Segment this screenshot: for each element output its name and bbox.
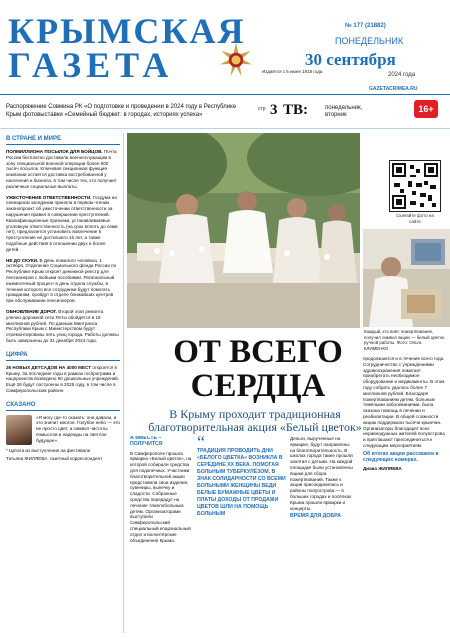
- logo-line1: КРЫМСКАЯ: [8, 11, 246, 51]
- issue-year: 2024 года: [388, 72, 416, 78]
- pull-quote: ТРАДИЦИЯ ПРОВОДИТЬ ДНИ «БЕЛОГО ЦВЕТКА» ВОЗНИКЛА В СЕРЕДИНЕ XX ВЕКА. ПОМОГАЯ БОЛЬНЫМ ТУБЕРКУЛЁЗОМ, В ЗНАК СОЛИДАРНОСТИ СО ВСЕМИ БОЛЬНЫМИ ЖЕНЩИНЫ ВЕДИ БЕЛЫЕ БУМАЖНЫЕ ЦВЕТЫ И ПЛАТЫ ДОХОДЫ ОТ ПРОДАЖИ ЦВЕТОВ ШЛИ НА ПОМОЩЬ БОЛЬНЫМ: [197, 448, 286, 517]
- news-item-head: ПОЛМИЛЛИОНА ПОСЫЛОК ДЛЯ БОЙЦОВ.: [6, 149, 103, 154]
- article-text: В Симферополе прошла ярмарка «Белый цветок», на которой собирали средства для подопечных. Участники благотворительной акции представили свои изделия, сувениры, выпечку и сладости. Собранные средства передадут на лечение тяжелобольным детям. Организаторами выступили Симферопольский специальный епархиальный отдел и волонтёрские объединения Крыма.: [130, 450, 192, 543]
- article-text: продолжаются и в течение всего года. Сотрудничество с учреждениями здравоохранения помогает приобретать необходимое оборудование и медикаменты. В этом году собрать удалось более 7 миллионов рублей. Благодаря пожертвованиям детям, больным тяжёлыми заболеваниями, была оказана помощь в лечении и реабилитации. В общей сложности акцию поддержали тысячи крымчан. Организаторы благодарят всех неравнодушных жителей полуострова и приглашают присоединиться к следующим мероприятиям.: [363, 356, 445, 448]
- news-item-head: НЕ ДО СКУКИ.: [6, 257, 39, 263]
- author-photo: [6, 415, 32, 445]
- weekday: ПОНЕДЕЛЬНИК: [335, 36, 404, 46]
- logo-line2: ГАЗЕТА: [8, 45, 174, 85]
- article-signature: Диана ЖИЛЯЕВА: [363, 466, 402, 472]
- announcement[interactable]: Распоряжение Совмина РК «О подготовке и проведении в 2024 году в Республике Крым фотовыставки «Семейный бюджет: в городах, историях успеха»: [6, 104, 237, 118]
- article-note: Об итогах акции расскажем в следующих номерах.: [363, 450, 439, 463]
- article-column-1: [130, 436, 192, 634]
- order-emblem-icon: [218, 42, 254, 78]
- news-item-head: УЖЕСТОЧЕНИЕ ОТВЕТСТВЕННОСТИ.: [6, 194, 92, 200]
- tv-days: понедельник, вторник: [325, 105, 363, 118]
- article-column-4: [363, 356, 446, 634]
- article-quote-column: [197, 436, 287, 634]
- quote-block: [6, 415, 120, 445]
- masthead: [0, 0, 450, 95]
- said-text: «Я могу где-то сказать: они давали, и это значит многое. Голубое небо — это не просто цвет, а символ чистоты помыслов и надежды на светлое будущее».: [36, 414, 120, 443]
- website-link[interactable]: GAZETACRIMEA.RU: [369, 86, 418, 92]
- news-item[interactable]: [6, 195, 120, 253]
- fair-photo-illustration: [127, 133, 360, 328]
- news-item-text: Госдума на пленарном заседании приняла в первом чтении законопроект об ужесточении ответственности за нарушения правил в совершении преступлений. Квалификационные признаки, устанавливаемые уголовную ответственность (на срок вплоть до семи лет), предлагается установить вовлечение в преступление не достигшего 16 лет, а также подобные действия в отношении двух и более детей.: [6, 194, 118, 252]
- article-column-3: [290, 436, 354, 634]
- news-item-text: В День пожилого человека, 1 октября, Отделение Социального фонда России по Республике Крым откроет денежной реестр для пенсионеров с любыми пособиями. Региональный ежемесячный процент в день отдела службы, в течение которого все сотрудники будут помогать гражданам, пройдут в отделе ближайших центров при обслуживании пенсионеров.: [6, 257, 117, 304]
- news-item-text: Второй этап ремонта улично-дорожной сети Ялты обойдётся в 19 миллионов рублей. По данным Минтранса Республики Крым с Министерством будут отремонтированы пять улиц города. Работы должны быть завершены до 31 декабря 2024 года.: [6, 308, 119, 343]
- quote-mark-icon: “: [197, 436, 205, 452]
- issue-number: № 177 (21882): [345, 23, 386, 29]
- founded-date: Издаётся с 6 июня 1918 года: [262, 69, 323, 74]
- column-divider: [123, 133, 124, 633]
- newspaper-logo[interactable]: [8, 11, 246, 85]
- tv-label: ТВ:: [283, 102, 309, 118]
- main-headline[interactable]: ОТ ВСЕГО СЕРДЦА: [173, 334, 343, 404]
- subheadline: В Крыму проходит традиционная благотворительная акция «Белый цветок»: [148, 407, 362, 434]
- digits-text: откроется в Крыму. За последние годы в рамках госпрограмм и нацпроектов возведено 60 дошкольных учреждений. Ещё 26 будут построены в 2025 году, в том числе в Симферопольском районе.: [6, 364, 120, 393]
- issue-date: 30 сентября: [305, 50, 396, 69]
- side-photo[interactable]: [363, 229, 450, 327]
- article-text: Деньги, вырученные на ярмарке, будут направлены на благотворительность. В школах города также прошли занятия с детьми. На каждой площадке были установлены ящики для сбора пожертвований. Также к акции присоединились и районы полуострова — в больших городах и посёлках Крыма прошли ярмарки и концерты.: [290, 436, 353, 511]
- news-item[interactable]: [6, 258, 120, 304]
- said-note: * Цитата из выступления на фестивале: [6, 447, 91, 453]
- digits-item: [6, 365, 120, 394]
- side-photo-caption: Каждый, кто внёс пожертвование, получил символ акции — белый цветок ручной работы. Фото: Ольга КЛИМЕНКО: [364, 329, 445, 351]
- section-heading: СКАЗАНО: [6, 399, 120, 411]
- section-heading: ЦИФРА: [6, 349, 120, 361]
- section-heading: В СТРАНЕ И МИРЕ: [6, 133, 120, 145]
- news-item[interactable]: [6, 149, 120, 190]
- news-item[interactable]: [6, 309, 120, 344]
- tv-page-number: 3: [270, 102, 278, 118]
- qr-caption: Скачайте фото на сайте: [396, 213, 434, 224]
- artist-photo-illustration: [363, 229, 450, 327]
- said-author: Татьяна ЖИЛЯЕВА, газетный корреспондент: [6, 456, 103, 462]
- hero-photo[interactable]: [127, 133, 360, 328]
- masthead-divider: [0, 94, 450, 95]
- qr-code[interactable]: [389, 160, 441, 212]
- age-rating-badge: 16+: [414, 100, 438, 118]
- news-item-text: Почта России бесплатно доставила военнослужащим в зону специальной военной операции более 500 тысяч посылок. Ключевая секционная функция компании остаётся доставка востребованной у населения и бизнеса, в том числе тех, кто получает различные социальные выплаты.: [6, 149, 117, 189]
- article-kicker: А ВМЕСТЕ – ПОЛУЧИТСЯ: [130, 436, 163, 447]
- digits-head: 26 НОВЫХ ДЕТСАДОВ НА 4000 МЕСТ: [6, 364, 92, 370]
- strip-divider: [0, 128, 450, 129]
- article-subhead: ВРЕМЯ ДЛЯ ДОБРА: [290, 513, 341, 520]
- tv-page-prefix: стр: [258, 106, 266, 112]
- news-column: [6, 133, 120, 633]
- news-item-head: ОБНОВЛЕНИЕ ДОРОГ.: [6, 308, 57, 314]
